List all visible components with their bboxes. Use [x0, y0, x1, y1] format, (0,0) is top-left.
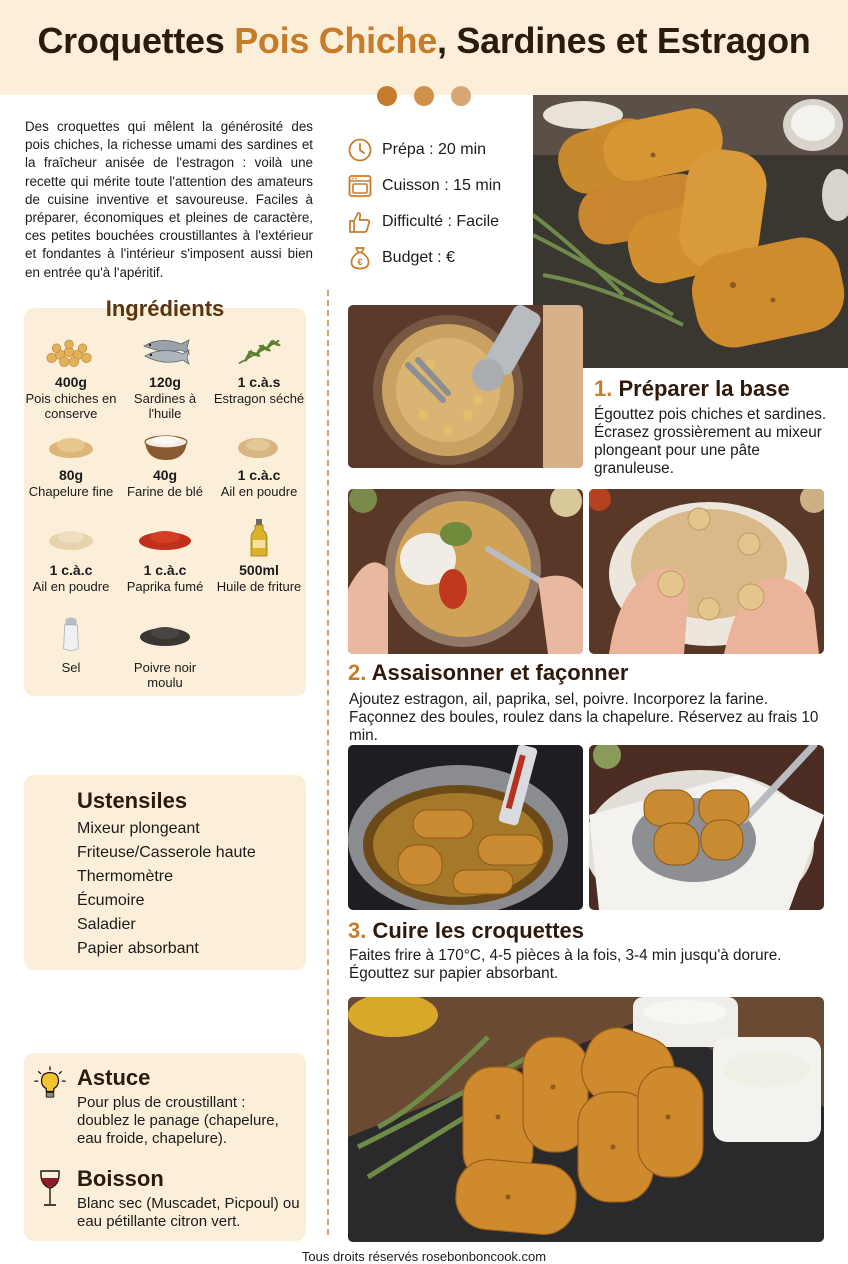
step2-title	[348, 660, 628, 686]
step2-photo-mixing	[348, 489, 583, 654]
black-pepper-icon	[137, 618, 193, 648]
ingredient-chickpeas	[23, 374, 119, 421]
step1-title	[594, 376, 790, 402]
step3-title-text: Cuire les croquettes	[372, 918, 584, 943]
ingredient-qty: 1 c.à.s	[237, 374, 281, 390]
garlic-powder-pile-icon	[46, 522, 96, 552]
intro-text: Des croquettes qui mêlent la générosité des pois chiches, la richesse umami des sardines et la fraîcheur anisée de l'estragon : voilà une recette qui mérite toute l'attention des amateurs de cuisine inventive et savoureuse. Faciles à préparer, économiques et pleines de caractère, ces petites bouchées croustillantes à l'extérieur et fondantes à l'intérieur s'imposent aussi bien en entrée qu'à l'apéritif.	[25, 119, 313, 280]
ingredient-name: Paprika fumé	[126, 579, 204, 594]
svg-text:€: €	[357, 257, 363, 267]
oil-bottle-icon	[249, 518, 269, 558]
utensil-item: Saladier	[77, 916, 136, 933]
meta-difficulty-text: Difficulté : Facile	[382, 213, 500, 230]
recipe-meta	[347, 132, 501, 276]
meta-difficulty	[347, 204, 501, 240]
step3-photo-draining	[589, 745, 824, 910]
ingredient-qty: 1 c.à.c	[237, 467, 281, 483]
step1-photo	[348, 305, 583, 468]
oven-icon	[347, 173, 373, 199]
sardines-icon	[141, 334, 191, 368]
ingredient-name: Sel	[61, 660, 81, 675]
thumbs-up-icon	[347, 209, 373, 235]
dot-2	[414, 86, 434, 106]
decorative-dots	[377, 86, 471, 106]
garlic-powder-icon	[233, 430, 283, 460]
utensil-item: Friteuse/Casserole haute	[77, 844, 256, 861]
step3-title	[348, 918, 584, 944]
ingredient-qty: 80g	[58, 467, 84, 483]
ingredient-breadcrumbs	[23, 467, 119, 499]
ingredient-name: Estragon séché	[213, 391, 305, 406]
ingredient-name: Poivre noir moulu	[133, 660, 197, 690]
chickpeas-icon	[42, 338, 100, 368]
meta-budget	[347, 240, 501, 276]
final-photo	[348, 997, 824, 1242]
salt-shaker-icon	[60, 614, 82, 654]
dot-1	[377, 86, 397, 106]
step2-photo-shaping	[589, 489, 824, 654]
ingredient-name: Huile de friture	[216, 579, 302, 594]
utensil-item: Mixeur plongeant	[77, 820, 200, 837]
utensil-item: Papier absorbant	[77, 940, 199, 957]
step2-title-text: Assaisonner et façonner	[371, 660, 629, 685]
tip-title: Astuce	[77, 1065, 151, 1090]
step3-photo-frying	[348, 745, 583, 910]
utensils-title: Ustensiles	[77, 788, 188, 813]
dot-3	[451, 86, 471, 106]
ingredient-tarragon	[211, 374, 307, 406]
drink-text: Blanc sec (Muscadet, Picpoul) ou eau pétillante citron vert.	[77, 1195, 300, 1230]
ingredient-qty: 1 c.à.c	[143, 562, 187, 578]
ingredient-name: Ail en poudre	[32, 579, 110, 594]
step2-number: 2.	[348, 660, 367, 685]
utensil-item: Thermomètre	[77, 868, 174, 885]
tip-text: Pour plus de croustillant : doublez le panage (chapelure, eau froide, chapelure).	[77, 1094, 279, 1147]
footer-copyright: Tous droits réservés rosebonboncook.com	[301, 1249, 547, 1264]
flour-icon	[141, 428, 191, 462]
ingredient-name: Pois chiches en conserve	[25, 391, 117, 421]
step1-number: 1.	[594, 376, 613, 401]
title-part2: , Sardines et Estragon	[436, 20, 811, 61]
meta-cook	[347, 168, 501, 204]
paprika-icon	[137, 522, 193, 552]
step1-text: Égouttez pois chiches et sardines. Écrasez grossièrement au mixeur plongeant pour une pâte granuleuse.	[594, 406, 827, 477]
page-title	[0, 20, 848, 62]
step2-text: Ajoutez estragon, ail, paprika, sel, poivre. Incorporez la farine. Façonnez des boules, roulez dans la chapelure. Réservez au frais 10 min.	[349, 691, 819, 744]
meta-prep	[347, 132, 501, 168]
ingredient-qty: 40g	[152, 467, 178, 483]
money-bag-icon	[347, 245, 373, 271]
ingredient-oil	[211, 562, 307, 594]
column-divider	[327, 290, 329, 1235]
title-accent: Pois Chiche	[234, 20, 437, 61]
ingredient-flour	[117, 467, 213, 499]
ingredients-title: Ingrédients	[105, 296, 225, 321]
tarragon-icon	[235, 334, 283, 368]
utensil-item: Écumoire	[77, 892, 145, 909]
ingredient-name: Chapelure fine	[28, 484, 114, 499]
ingredient-name: Ail en poudre	[220, 484, 298, 499]
ingredient-garlic-powder-2	[23, 562, 119, 594]
clock-icon	[347, 137, 373, 163]
drink-title: Boisson	[77, 1166, 164, 1191]
ingredient-name: Farine de blé	[127, 484, 203, 499]
meta-budget-text: Budget : €	[382, 249, 455, 266]
utensils-list	[77, 817, 256, 961]
step3-text: Faites frire à 170°C, 4-5 pièces à la fois, 3-4 min jusqu'à dorure. Égouttez sur papier absorbant.	[349, 947, 782, 982]
wine-glass-icon	[38, 1168, 62, 1210]
ingredient-qty: 500ml	[239, 562, 279, 578]
step1-title-text: Préparer la base	[618, 376, 790, 401]
lightbulb-icon	[33, 1066, 67, 1100]
ingredient-qty: 400g	[55, 374, 87, 390]
ingredient-paprika	[117, 562, 213, 594]
ingredient-name: Sardines à l'huile	[133, 391, 197, 421]
ingredient-salt	[23, 660, 119, 675]
ingredient-qty: 120g	[149, 374, 181, 390]
meta-prep-text: Prépa : 20 min	[382, 141, 487, 158]
title-part1: Croquettes	[37, 20, 235, 61]
ingredient-garlic-powder	[211, 467, 307, 499]
breadcrumbs-icon	[46, 430, 96, 460]
ingredient-pepper	[117, 660, 213, 690]
step3-number: 3.	[348, 918, 367, 943]
ingredient-qty: 1 c.à.c	[49, 562, 93, 578]
ingredient-sardines	[117, 374, 213, 421]
meta-cook-text: Cuisson : 15 min	[382, 177, 502, 194]
